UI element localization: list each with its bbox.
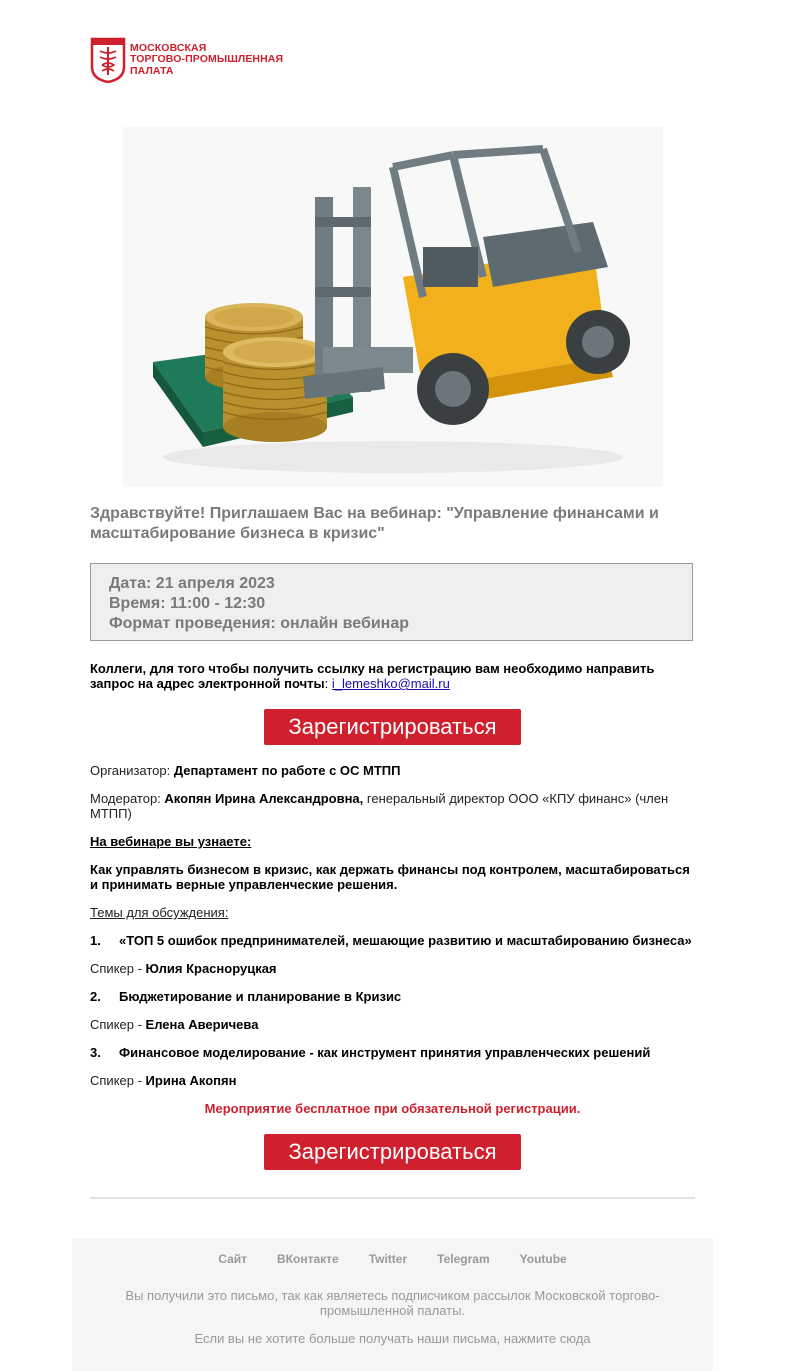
event-date: Дата: 21 апреля 2023 bbox=[109, 575, 275, 592]
note-colon: : bbox=[324, 676, 329, 691]
mtpp-emblem-icon bbox=[90, 37, 126, 83]
unsubscribe-link[interactable]: Если вы не хотите больше получать наши письма, нажмите сюда bbox=[194, 1331, 591, 1346]
topic-number: 2. bbox=[90, 989, 101, 1004]
speaker-label: Спикер - bbox=[90, 961, 146, 976]
moderator-role: генеральный директор ООО «КПУ финанс» (член МТПП) bbox=[90, 791, 669, 821]
topic-title: «ТОП 5 ошибок предпринимателей, мешающие развитию и масштабированию бизнеса» bbox=[119, 933, 692, 948]
intro-heading: Здравствуйте! Приглашаем Вас на вебинар: "Управление финансами и масштабирование бизнеса в кризис" bbox=[90, 505, 659, 542]
footer-link-youtube[interactable]: Youtube bbox=[519, 1252, 567, 1266]
registration-note bbox=[90, 661, 695, 691]
topic-speaker bbox=[90, 961, 695, 976]
social-links bbox=[72, 1252, 713, 1266]
organizer-line bbox=[90, 763, 695, 778]
logo-line-3: ПАЛАТА bbox=[130, 64, 174, 77]
footer-link-telegram[interactable]: Telegram bbox=[437, 1252, 490, 1266]
organizer-value: Департамент по работе с ОС МТПП bbox=[173, 763, 401, 778]
logo-line-2: ТОРГОВО-ПРОМЫШЛЕННАЯ bbox=[130, 53, 284, 66]
learn-heading: На вебинаре вы узнаете: bbox=[90, 834, 252, 849]
moderator-line bbox=[90, 791, 695, 821]
mtpp-logo[interactable] bbox=[90, 36, 300, 84]
event-format: Формат проведения: онлайн вебинар bbox=[109, 615, 410, 632]
footer bbox=[72, 1238, 713, 1371]
topic-number: 3. bbox=[90, 1045, 101, 1060]
topic-item bbox=[90, 1045, 695, 1060]
hero-image bbox=[123, 127, 663, 487]
free-event-notice: Мероприятие бесплатное при обязательной регистрации. bbox=[204, 1101, 581, 1116]
forklift-coins-illustration bbox=[123, 127, 663, 487]
subscription-notice: Вы получили это письмо, так как являетесь подписчиком рассылок Московской торгово-промышленной палаты. bbox=[125, 1288, 660, 1318]
logo-wordmark bbox=[130, 43, 283, 78]
moderator-label: Модератор: bbox=[90, 791, 165, 806]
topic-item bbox=[90, 933, 695, 948]
speaker-name: Елена Аверичева bbox=[145, 1017, 259, 1032]
speaker-label: Спикер - bbox=[90, 1017, 146, 1032]
register-button[interactable]: Зарегистрироваться bbox=[264, 709, 521, 745]
logo-line-1: МОСКОВСКАЯ bbox=[130, 41, 207, 54]
topic-item bbox=[90, 989, 695, 1004]
moderator-name: Акопян Ирина Александровна, bbox=[164, 791, 364, 806]
organizer-label: Организатор: bbox=[90, 763, 174, 778]
topic-speaker bbox=[90, 1017, 695, 1032]
speaker-name: Ирина Акопян bbox=[145, 1073, 237, 1088]
email-link[interactable]: i_lemeshko@mail.ru bbox=[331, 676, 450, 691]
footer-link-site[interactable]: Сайт bbox=[218, 1252, 248, 1266]
footer-link-twitter[interactable]: Twitter bbox=[368, 1252, 408, 1266]
event-info-box bbox=[90, 563, 693, 641]
speaker-name: Юлия Красноруцкая bbox=[145, 961, 277, 976]
topic-number: 1. bbox=[90, 933, 101, 948]
divider bbox=[90, 1197, 695, 1199]
topic-speaker bbox=[90, 1073, 695, 1088]
topic-title: Бюджетирование и планирование в Кризис bbox=[119, 989, 402, 1004]
speaker-label: Спикер - bbox=[90, 1073, 146, 1088]
learn-text: Как управлять бизнесом в кризис, как держать финансы под контролем, масштабироваться и принимать верные управленческие решения. bbox=[90, 862, 690, 892]
topic-title: Финансовое моделирование - как инструмент принятия управленческих решений bbox=[119, 1045, 651, 1060]
registration-note-text: Коллеги, для того чтобы получить ссылку на регистрацию вам необходимо направить запрос на адрес электронной почты bbox=[90, 661, 655, 691]
topics-heading: Темы для обсуждения: bbox=[90, 905, 229, 920]
event-time: Время: 11:00 - 12:30 bbox=[109, 595, 266, 612]
register-button-bottom[interactable]: Зарегистрироваться bbox=[264, 1134, 521, 1170]
footer-link-vkontakte[interactable]: ВКонтакте bbox=[277, 1252, 339, 1266]
